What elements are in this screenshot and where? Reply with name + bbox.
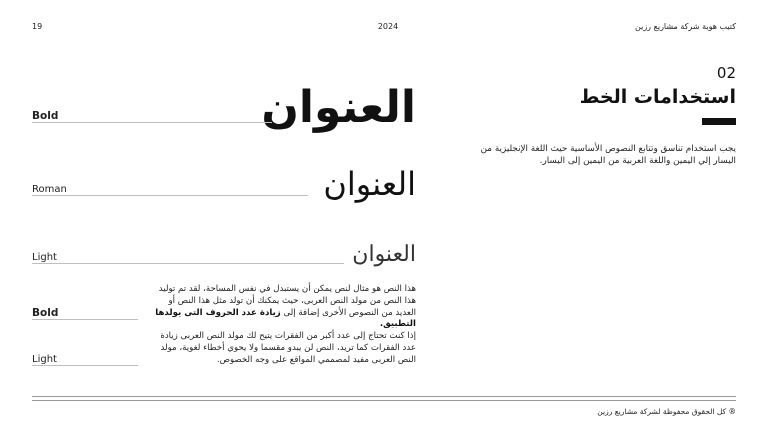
paragraph-label-bold: Bold xyxy=(32,307,59,319)
sample-bold: العنوان xyxy=(261,82,416,133)
section-title: استخدامات الخط xyxy=(579,86,736,108)
sample-paragraph xyxy=(146,284,416,367)
weight-label-light: Light xyxy=(32,252,57,263)
divider-roman xyxy=(32,195,308,196)
divider-light xyxy=(32,263,344,264)
footer-rule-top xyxy=(32,396,736,397)
divider-paragraph-light xyxy=(32,365,138,366)
paragraph-bold-intro: هذا النص هو مثال لنص يمكن أن يستبدل في نفس المساحة، لقد تم توليد هذا النص من مولد النص العربى، حيث يمكنك أن تولد مثل هذا النص أو العديد من النصوص الأخرى إضافة إلى xyxy=(158,284,416,318)
sample-roman: العنوان xyxy=(323,165,416,203)
footer-rule-bottom xyxy=(32,400,736,401)
paragraph-light-text: إذا كنت تحتاج إلى عدد أكبر من الفقرات يتيح لك مولد النص العربى زيادة عدد الفقرات كما تريد، النص لن يبدو مقسما ولا يحوي أخطاء لغوية، مولد النص العربى مفيد لمصممي المواقع على وجه الخصوص. xyxy=(160,331,416,365)
divider-paragraph-bold xyxy=(32,319,138,320)
sample-light: العنوان xyxy=(352,242,416,267)
document-title: كتيب هوية شركة مشاريع رزين xyxy=(635,22,736,31)
weight-label-bold: Bold xyxy=(32,110,59,122)
accent-bar xyxy=(702,118,736,125)
paragraph-bold-emphasis: زيادة عدد الحروف التى يولدها التطبيق. xyxy=(155,307,416,330)
page-number: 19 xyxy=(32,22,43,31)
section-description: يجب استخدام تناسق وتتابع النصوص الأساسية حيث اللغة الإنجليزية من اليسار إلي اليمين واللغة العربية من اليمين إلى اليسار. xyxy=(480,144,736,166)
paragraph-label-light: Light xyxy=(32,354,57,365)
section-number: 02 xyxy=(716,64,736,82)
footer-copyright: ® كل الحقوق محفوظة لشركة مشاريع رزين xyxy=(597,407,736,416)
divider-bold xyxy=(32,122,272,123)
year: 2024 xyxy=(377,22,399,31)
weight-label-roman: Roman xyxy=(32,184,67,195)
